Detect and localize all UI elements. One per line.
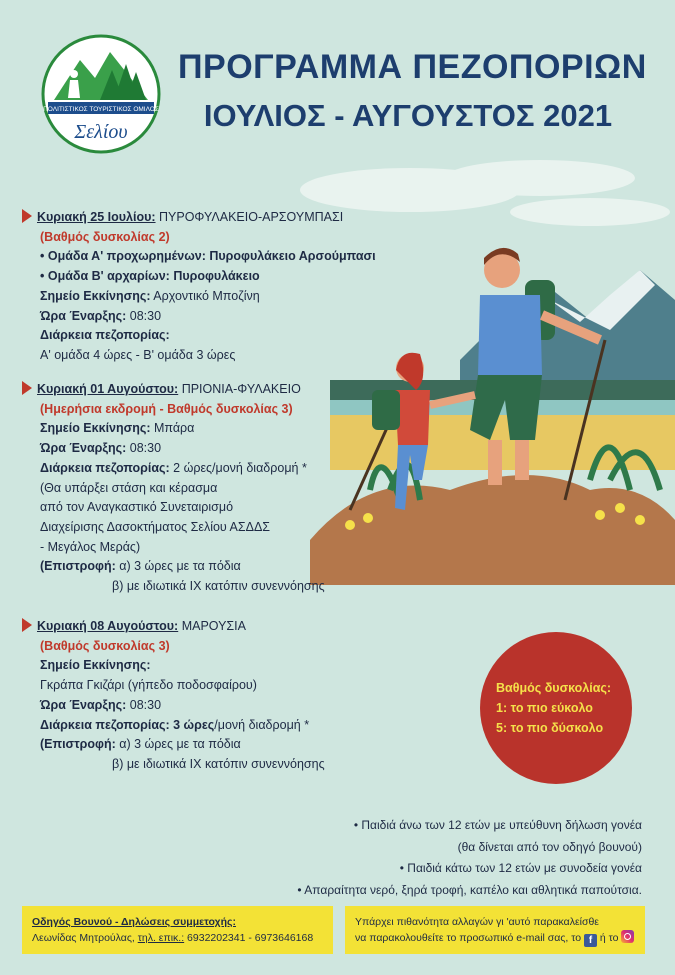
hike-2-difficulty: (Ημερήσια εκδρομή - Βαθμός δυσκολίας 3) [40, 401, 293, 416]
difficulty-legend-badge [480, 632, 632, 784]
duration-label: Διάρκεια πεζοπορίας: [40, 460, 170, 475]
note-line: Διαχείρισης Δασοκτήματος Σελίου ΑΣΔΔΣ [40, 519, 271, 534]
guide-label: Οδηγός Βουνού - Δηλώσεις συμμετοχής: [32, 916, 236, 928]
legend-hard: 5: το πιο δύσκολο [496, 721, 604, 735]
start-label: Σημείο Εκκίνησης: [40, 421, 151, 436]
instagram-icon[interactable] [621, 930, 634, 943]
return-label: (Επιστροφή: [40, 559, 116, 574]
hike-2-route: ΠΡΙΟΝΙΑ-ΦΥΛΑΚΕΙΟ [178, 382, 301, 396]
hike-1-difficulty: (Βαθμός δυσκολίας 2) [40, 229, 170, 244]
arrow-icon [22, 618, 32, 632]
legend-easy: 1: το πιο εύκολο [496, 701, 593, 715]
hike-3-date: Κυριακή 08 Αυγούστου: [37, 619, 179, 633]
hike-2-date: Κυριακή 01 Αυγούστου: [37, 382, 179, 396]
note-line: • Παιδιά κάτω των 12 ετών με συνοδεία γονέα [399, 861, 642, 875]
time-label: Ώρα Έναρξης: [40, 308, 127, 323]
note-line: (θα δίνεται από τον οδηγό βουνού) [457, 839, 642, 854]
note-line: (Θα υπάρξει στάση και κέρασμα [40, 480, 218, 495]
time-value: 08:30 [126, 697, 162, 712]
duration-label: Διάρκεια πεζοπορίας: 3 ώρες [40, 717, 215, 732]
return-label: (Επιστροφή: [40, 737, 116, 752]
hike-3-difficulty: (Βαθμός δυσκολίας 3) [40, 638, 170, 653]
notes-block [297, 815, 642, 901]
start-label: Σημείο Εκκίνησης: [40, 288, 151, 303]
start-value: Μπάρα [150, 421, 195, 436]
return-b: β) με ιδιωτικά ΙΧ κατόπιν συνεννόησης [112, 579, 325, 594]
logo-place: Σελίου [74, 121, 128, 143]
hike-1-section [22, 208, 376, 366]
note-line: από τον Αναγκαστικό Συνεταιρισμό [40, 500, 234, 515]
duration-value: /μονή διαδρομή * [214, 717, 310, 732]
duration-value: 2 ώρες/μονή διαδρομή * [169, 460, 307, 475]
guide-name: Λεωνίδας Μητρούλας, [32, 932, 138, 944]
changes-line: να παρακολουθείτε το προσωπικό e-mail σας, το [355, 932, 582, 944]
time-label: Ώρα Έναρξης: [40, 441, 127, 456]
page-title: ΠΡΟΓΡΑΜΜΑ ΠΕΖΟΠΟΡΙΩΝ [178, 48, 647, 86]
hike-1-group-a: • Ομάδα Α' προχωρημένων: Πυροφυλάκειο Αρσούμπασι [40, 249, 376, 264]
duration-value: Α' ομάδα 4 ώρες - Β' ομάδα 3 ώρες [40, 347, 236, 362]
hike-1-date: Κυριακή 25 Ιουλίου: [37, 210, 156, 224]
phone-label: τηλ. επικ.: [137, 932, 185, 944]
changes-line: Υπάρχει πιθανότητα αλλαγών γι 'αυτό παρακαλείσθε [355, 916, 599, 928]
return-a: α) 3 ώρες με τα πόδια [115, 737, 241, 752]
time-value: 08:30 [126, 308, 162, 323]
note-line: - Μεγάλος Μεράς) [40, 539, 141, 554]
hike-1-route: ΠΥΡΟΦΥΛΑΚΕΙΟ-ΑΡΣΟΥΜΠΑΣΙ [155, 210, 344, 224]
start-label: Σημείο Εκκίνησης: [40, 658, 151, 673]
or-text: ή το [597, 932, 622, 944]
club-logo [40, 30, 162, 160]
arrow-icon [22, 381, 32, 395]
start-value: Γκράπα Γκιζάρι (γήπεδο ποδοσφαίρου) [40, 678, 257, 693]
guide-contact-box [22, 906, 333, 954]
hike-3-route: ΜΑΡΟΥΣΙΑ [178, 619, 246, 633]
hike-2-section [22, 380, 325, 597]
return-b: β) με ιδιωτικά ΙΧ κατόπιν συνεννόησης [112, 756, 325, 771]
facebook-icon[interactable]: f [584, 934, 597, 947]
logo-org: ΠΟΛΙΤΙΣΤΙΚΟΣ ΤΟΥΡΙΣΤΙΚΟΣ ΟΜΙΛΟΣ [43, 106, 159, 113]
changes-notice-box [345, 906, 645, 954]
hike-3-section [22, 617, 325, 775]
note-line: • Παιδιά άνω των 12 ετών με υπεύθυνη δήλωση γονέα [353, 818, 642, 832]
page-subtitle: ΙΟΥΛΙΟΣ - ΑΥΓΟΥΣΤΟΣ 2021 [203, 98, 613, 133]
arrow-icon [22, 209, 32, 223]
time-label: Ώρα Έναρξης: [40, 697, 127, 712]
phone-numbers: 6932202341 - 6973646168 [184, 932, 314, 944]
return-a: α) 3 ώρες με τα πόδια [115, 559, 241, 574]
hike-1-group-b: • Ομάδα Β' αρχαρίων: Πυροφυλάκειο [40, 269, 260, 284]
time-value: 08:30 [126, 441, 162, 456]
note-line: • Απαραίτητα νερό, ξηρά τροφή, καπέλο και αθλητικά παπούτσια. [297, 882, 642, 897]
legend-title: Βαθμός δυσκολίας: [496, 681, 612, 695]
start-value: Αρχοντικό Μποζίνη [150, 288, 260, 303]
duration-label: Διάρκεια πεζοπορίας: [40, 328, 170, 343]
